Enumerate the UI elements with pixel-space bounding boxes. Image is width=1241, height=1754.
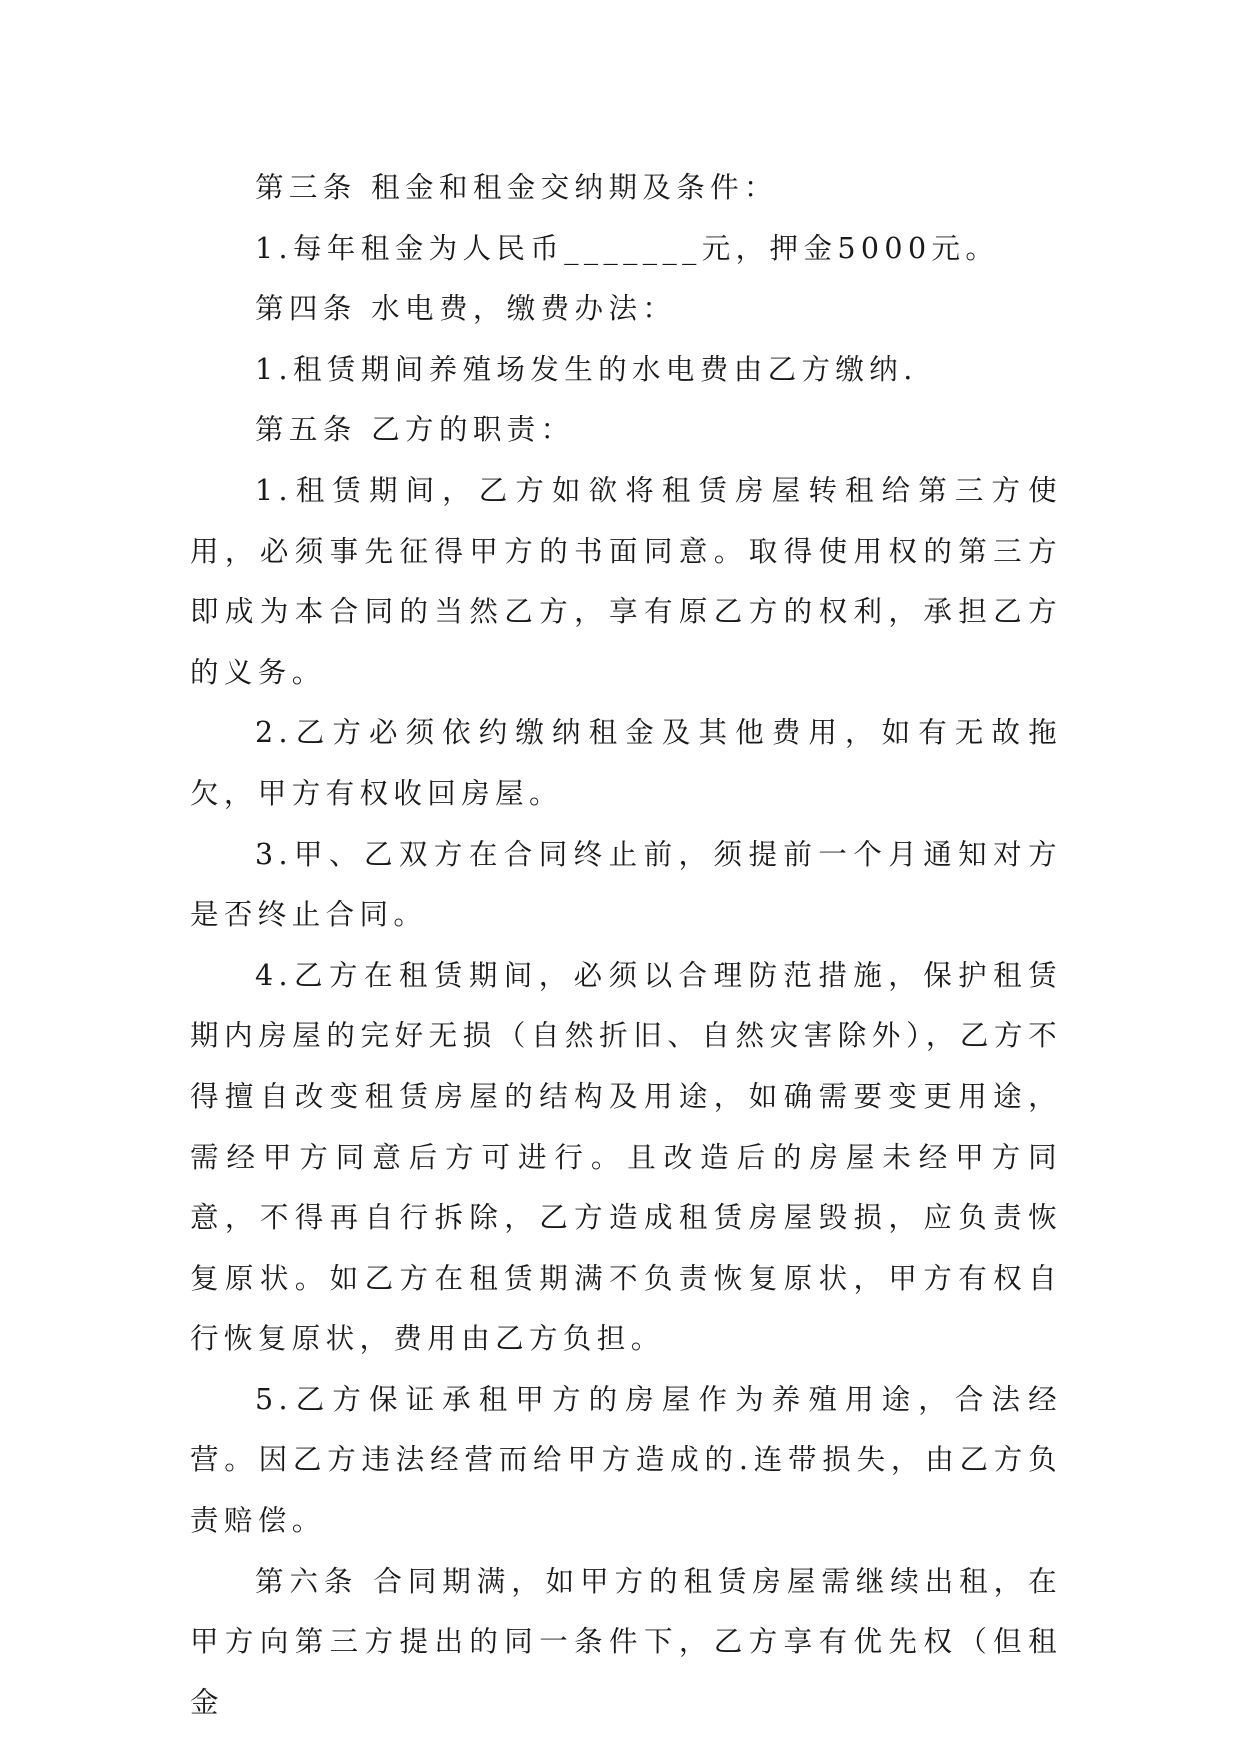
article-4-clause-1: 1.租赁期间养殖场发生的水电费由乙方缴纳. bbox=[255, 352, 918, 386]
article-5-clause-2: 2.乙方必须依约缴纳租金及其他费用，如有无故拖欠，甲方有权收回房屋。 bbox=[190, 716, 1062, 810]
article-5-clause-5: 5.乙方保证承租甲方的房屋作为养殖用途，合法经营。因乙方违法经营而给甲方造成的.连带损失，由乙方负责赔偿。 bbox=[190, 1382, 1062, 1538]
document-body bbox=[190, 158, 1062, 1719]
article-5-heading: 第五条 乙方的职责： bbox=[255, 413, 575, 447]
article-3-heading: 第三条 租金和租金交纳期及条件： bbox=[255, 171, 778, 204]
article-6-text: 第六条 合同期满，如甲方的租赁房屋需继续出租，在甲方向第三方提出的同一条件下，乙方享有优先权（但租金 bbox=[190, 1564, 1062, 1719]
article-5-clause-1: 1.租赁期间，乙方如欲将租赁房屋转租给第三方使用，必须事先征得甲方的书面同意。取得使用权的第三方即成为本合同的当然乙方，享有原乙方的权利，承担乙方的义务。 bbox=[190, 473, 1062, 689]
article-4-heading: 第四条 水电费，缴费办法： bbox=[255, 292, 677, 326]
article-5-clause-3: 3.甲、乙双方在合同终止前，须提前一个月通知对方是否终止合同。 bbox=[190, 837, 1062, 932]
article-5-clause-4: 4.乙方在租赁期间，必须以合理防范措施，保护租赁期内房屋的完好无损（自然折旧、自然灾害除外），乙方不得擅自改变租赁房屋的结构及用途，如确需要变更用途，需经甲方同意后方可进行。且改造后的房屋未经甲方同意，不得再自行拆除，乙方造成租赁房屋毁损，应负责恢复原状。如乙方在租赁期满不负责恢复原状，甲方有权自行恢复原状，费用由乙方负担。 bbox=[190, 958, 1062, 1356]
article-3-clause-1: 1.每年租金为人民币_______元，押金5000元。 bbox=[255, 231, 1000, 265]
